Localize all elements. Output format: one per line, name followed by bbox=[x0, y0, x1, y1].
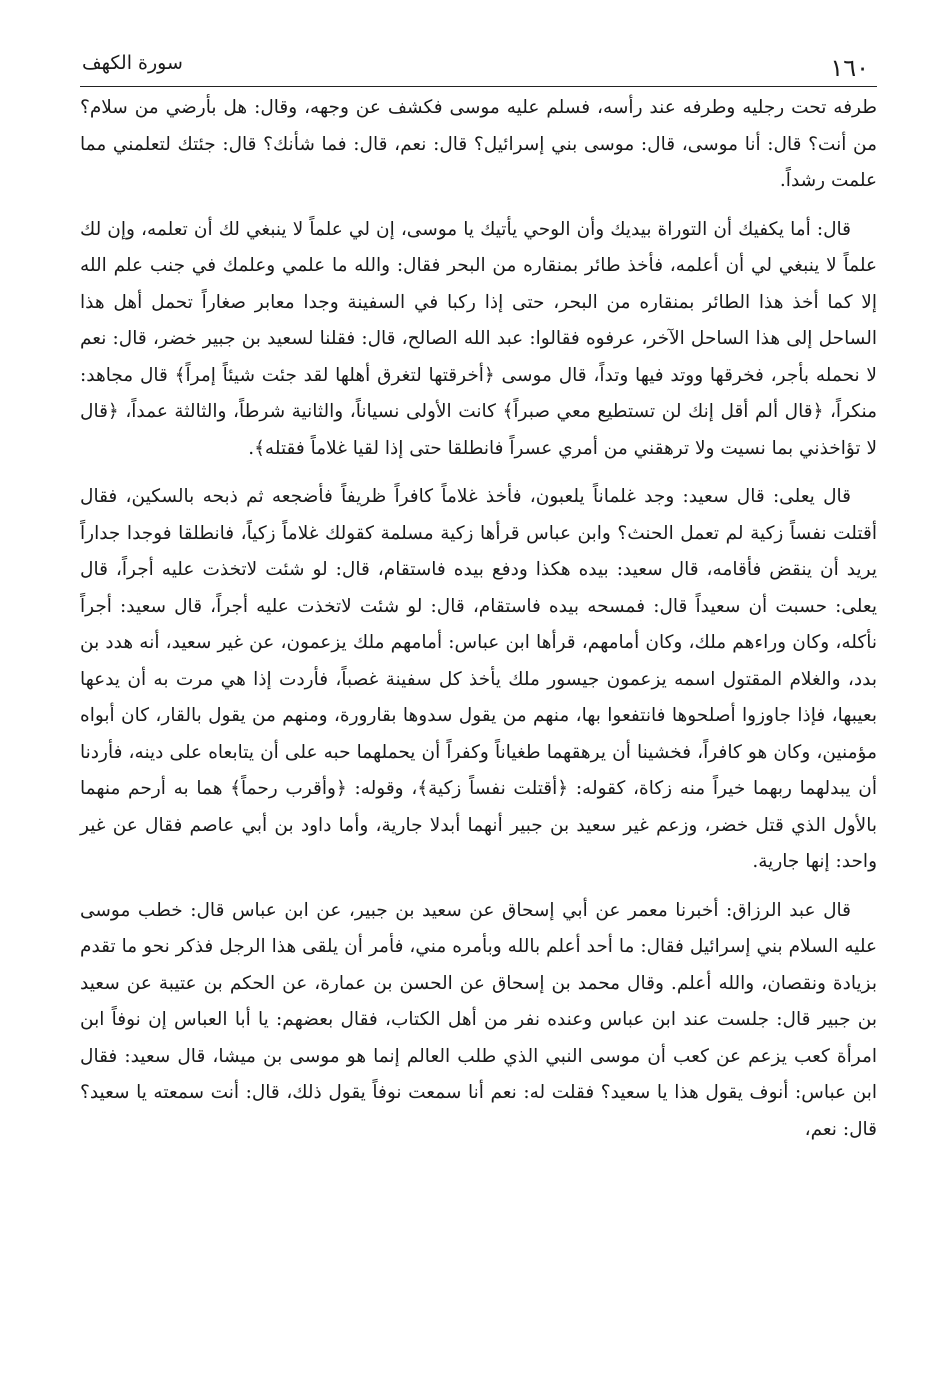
paragraph-2: قال: أما يكفيك أن التوراة بيديك وأن الوحي يأتيك يا موسى، إن لي علماً لا ينبغي لك أن تعلمه، وإن لك علماً لا ينبغي لي أن أعلمه، فأخذ طائر بمنقاره من البحر فقال: والله ما علمي وعلمك في جنب علم الله إلا كما أخذ هذا الطائر بمنقاره من البحر، حتى إذا ركبا في السفينة وجدا معابر صغاراً تحمل أهل هذا الساحل إلى هذا الساحل الآخر، عرفوه فقالوا: عبد الله الصالح، قال: فقلنا لسعيد بن جبير خضر، قال: نعم لا نحمله بأجر، فخرقها ووتد فيها وتداً، قال موسى ﴿أخرقتها لتغرق أهلها لقد جئت شيئاً إمراً﴾ قال مجاهد: منكراً، ﴿قال ألم أقل إنك لن تستطيع معي صبراً﴾ كانت الأولى نسياناً، والثانية شرطاً، والثالثة عمداً، ﴿قال لا تؤاخذني بما نسيت ولا ترهقني من أمري عسراً فانطلقا حتى إذا لقيا غلاماً فقتله﴾. bbox=[80, 218, 877, 459]
page-header bbox=[80, 46, 877, 87]
paragraph-1: طرفه تحت رجليه وطرفه عند رأسه، فسلم عليه موسى فكشف عن وجهه، وقال: هل بأرضي من سلام؟ من أنت؟ قال: أنا موسى، قال: موسى بني إسرائيل؟ قال: نعم، قال: فما شأنك؟ قال: جئتك لتعلمني مما علمت رشداً. bbox=[80, 97, 877, 191]
paragraph-4: قال عبد الرزاق: أخبرنا معمر عن أبي إسحاق عن سعيد بن جبير، عن ابن عباس قال: خطب موسى عليه السلام بني إسرائيل فقال: ما أحد أعلم بالله وبأمره مني، فأمر أن يلقى هذا الرجل فذكر نحو ما تقدم بزيادة ونقصان، والله أعلم. وقال محمد بن إسحاق عن الحسن بن عمارة، عن الحكم بن عتيبة عن سعيد بن جبير قال: جلست عند ابن عباس وعنده نفر من أهل الكتاب، فقال بعضهم: يا أبا العباس إن نوفاً ابن امرأة كعب يزعم عن كعب أن موسى النبي الذي طلب العالم إنما هو موسى بن ميشا، قال سعيد: فقال ابن عباس: أنوف يقول هذا يا سعيد؟ فقلت له: نعم أنا سمعت نوفاً يقول ذلك، قال: أنت سمعته يا سعيد؟ قال: نعم، bbox=[80, 899, 877, 1140]
running-title: سورة الكهف bbox=[82, 52, 183, 74]
page-body bbox=[80, 90, 877, 1160]
page-number: ١٦٠ bbox=[830, 54, 869, 82]
paragraph-3: قال يعلى: قال سعيد: وجد غلماناً يلعبون، فأخذ غلاماً كافراً ظريفاً فأضجعه ثم ذبحه بالسكين، فقال أقتلت نفساً زكية لم تعمل الحنث؟ وابن عباس قرأها زكية مسلمة كقولك غلاماً زكياً، فانطلقا فوجدا جداراً يريد أن ينقض فأقامه، قال سعيد: بيده هكذا ودفع بيده فاستقام، قال: لو شئت لاتخذت عليه أجراً، قال يعلى: حسبت أن سعيداً قال: فمسحه بيده فاستقام، قال: لو شئت لاتخذت عليه أجراً، قال سعيد: أجراً نأكله، وكان وراءهم ملك، وكان أمامهم، قرأها ابن عباس: أمامهم ملك يزعمون، عن غير سعيد، أنه هدد بن بدد، والغلام المقتول اسمه يزعمون جيسور ملك يأخذ كل سفينة غصباً، فأردت إذا هي مرت به أن يدعها بعيبها، فإذا جاوزوا أصلحوها فانتفعوا بها، منهم من يقول سدوها بقارورة، ومنهم من يقول بالقار، كان أبواه مؤمنين، وكان هو كافراً، فخشينا أن يرهقهما طغياناً وكفراً أن يحملهما حبه على أن يتابعاه على دينه، فأردنا أن يبدلهما ربهما خيراً منه زكاة، كقوله: ﴿أقتلت نفساً زكية﴾، وقوله: ﴿وأقرب رحماً﴾ هما به أرحم منهما بالأول الذي قتل خضر، وزعم غير سعيد بن جبير أنهما أبدلا جارية، وأما داود بن أبي عاصم فقال عن غير واحد: إنها جارية. bbox=[80, 486, 877, 872]
